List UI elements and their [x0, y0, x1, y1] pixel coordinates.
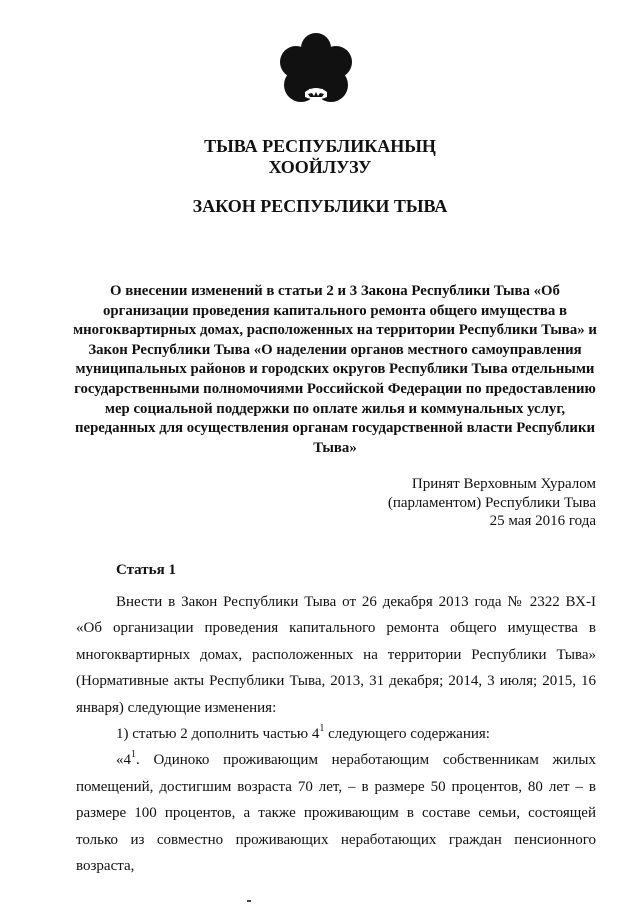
article-body [76, 589, 596, 879]
paragraph-2-text-end: следующего содержания: [324, 726, 490, 743]
tuva-emblem-icon [274, 30, 358, 114]
law-subject: О внесении изменений в статьи 2 и 3 Закона Республики Тыва «Об организации проведения капитального ремонта общего имущества в многоквартирных домах, расположенных на территории Республики Тыва» и Закон Республики Тыва «О наделении органов местного самоуправления муниципальных районов и городских округов Республики Тыва отдельными государственными полномочиями Российской Федерации по предоставлению мер социальной поддержки по оплате жилья и коммунальных услуг, переданных для осуществления органам государственной власти Республики Тыва» [73, 283, 597, 456]
paragraph-3-text-start: «4 [116, 752, 131, 769]
article-paragraph-3 [76, 747, 596, 879]
scan-mark [247, 900, 251, 902]
paragraph-2-text-start: 1) статью 2 дополнить частью 4 [116, 726, 320, 743]
law-title: ЗАКОН РЕСПУБЛИКИ ТЫВА [192, 196, 448, 216]
adoption-line2: (парламентом) Республики Тыва [387, 494, 596, 511]
superscript: 1 [319, 723, 325, 735]
paragraph-3-text-end: . Одиноко проживающим неработающим собственникам жилых помещений, достигшим возраста 70 лет, – в размере 50 процентов, 80 лет – в размере 100 процентов, а также проживающим в составе семьи, состоящей только из совместно проживающих неработающих граждан пенсионного возраста, [76, 752, 596, 875]
superscript: 1 [131, 749, 136, 761]
article-heading: Статья 1 [116, 562, 176, 578]
republic-name-heading [0, 136, 640, 178]
republic-name-line1: ТЫВА РЕСПУБЛИКАНЫҢ [204, 136, 436, 156]
adoption-block [388, 475, 596, 531]
article-paragraph-1: Внести в Закон Республики Тыва от 26 декабря 2013 года № 2322 ВХ-I «Об организации проведения капитального ремонта общего имущества в многоквартирных домах, расположенных на территории Республики Тыва» (Нормативные акты Республики Тыва, 2013, 31 декабря; 2014, 3 июля; 2015, 16 января) следующие изменения: [76, 594, 596, 716]
article-paragraph-2 [76, 721, 596, 747]
adoption-line1: Принят Верховным Хуралом [411, 476, 596, 492]
adoption-date: 25 мая 2016 года [489, 513, 596, 529]
republic-name-line2: ХООЙЛУЗУ [268, 157, 372, 177]
